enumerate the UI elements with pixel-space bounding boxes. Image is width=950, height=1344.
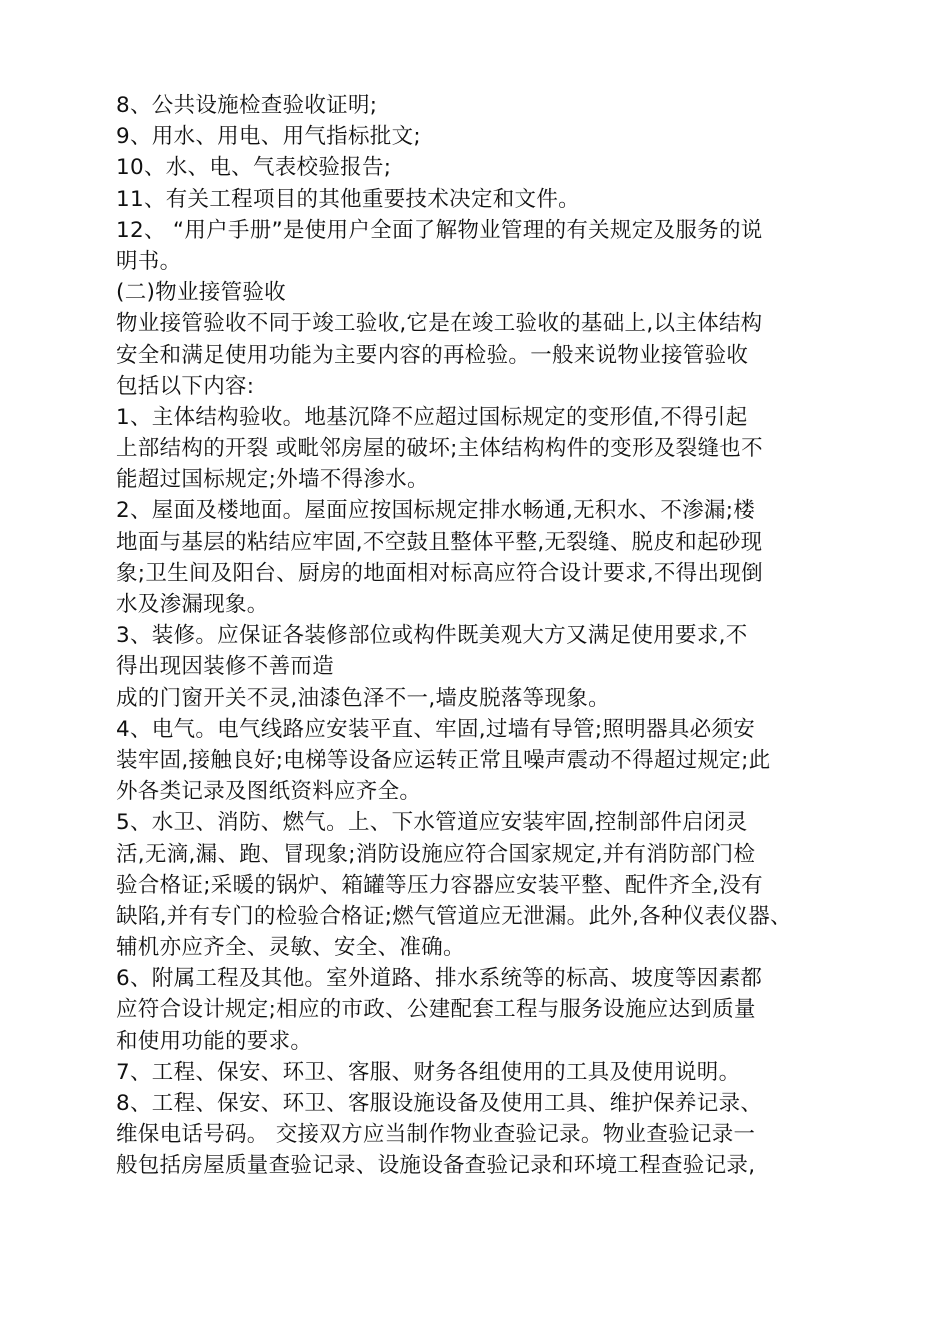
document-body [116, 90, 846, 1182]
text-line: 6、附属工程及其他。室外道路、排水系统等的标高、坡度等因素都 [116, 966, 763, 992]
text-line: 物业接管验收不同于竣工验收,它是在竣工验收的基础上,以主体结构 [116, 311, 763, 337]
text-line: 应符合设计规定;相应的市政、公建配套工程与服务设施应达到质量 [116, 997, 756, 1023]
text-line: 9、用水、用电、用气指标批文; [116, 124, 421, 150]
text-line: 8、公共设施检查验收证明; [116, 93, 378, 118]
text-line: 包括以下内容: [116, 373, 255, 399]
text-line: 7、工程、保安、环卫、客服、财务各组使用的工具及使用说明。 [116, 1059, 741, 1085]
text-line: 活,无滴,漏、跑、冒现象;消防设施应符合国家规定,并有消防部门检 [116, 841, 756, 867]
text-line: 明书。 [116, 248, 182, 274]
text-line: 辅机亦应齐全、灵敏、安全、准确。 [116, 935, 465, 961]
text-line: 能超过国标规定;外墙不得渗水。 [116, 467, 429, 493]
text-line: 水及渗漏现象。 [116, 592, 269, 617]
text-line: 地面与基层的粘结应牢固,不空鼓且整体平整,无裂缝、脱皮和起砂现 [116, 529, 763, 555]
text-line: 4、电气。电气线路应安装平直、牢固,过墙有导管;照明器具必须安 [116, 716, 756, 742]
text-line: 缺陷,并有专门的检验合格证;燃气管道应无泄漏。此外,各种仪表仪器、 [116, 903, 792, 929]
text-line: 2、屋面及楼地面。屋面应按国标规定排水畅通,无积水、不渗漏;楼 [116, 498, 756, 524]
text-line: 装牢固,接触良好;电梯等设备应运转正常且噪声震动不得超过规定;此 [116, 747, 771, 773]
text-line: 11、有关工程项目的其他重要技术决定和文件。 [116, 186, 580, 212]
text-line: 10、水、电、气表校验报告; [116, 155, 392, 181]
text-line: 12、 “用户手册”是使用户全面了解物业管理的有关规定及服务的说 [116, 217, 763, 243]
section-heading: (二)物业接管验收 [116, 280, 286, 306]
text-line: 般包括房屋质量查验记录、设施设备查验记录和环境工程查验记录, [116, 1153, 756, 1179]
text-line: 象;卫生间及阳台、厨房的地面相对标高应符合设计要求,不得出现倒 [116, 560, 763, 586]
text-line: 得出现因装修不善而造 [116, 654, 335, 680]
text-line: 验合格证;采暖的锅炉、箱罐等压力容器应安装平整、配件齐全,没有 [116, 872, 763, 898]
text-line: 3、装修。应保证各装修部位或构件既美观大方又满足使用要求,不 [116, 623, 748, 649]
text-line: 8、工程、保安、环卫、客服设施设备及使用工具、维护保养记录、 [116, 1091, 763, 1116]
text-line: 外各类记录及图纸资料应齐全。 [116, 779, 422, 805]
text-line: 和使用功能的要求。 [116, 1028, 313, 1054]
text-line: 维保电话号码。 交接双方应当制作物业查验记录。物业查验记录一 [116, 1122, 756, 1148]
text-line: 成的门窗开关不灵,油漆色泽不一,墙皮脱落等现象。 [116, 685, 610, 711]
text-line: 安全和满足使用功能为主要内容的再检验。一般来说物业接管验收 [116, 342, 749, 368]
text-line: 1、主体结构验收。地基沉降不应超过国标规定的变形值,不得引起 [116, 404, 748, 430]
text-line: 上部结构的开裂 或毗邻房屋的破坏;主体结构构件的变形及裂缝也不 [116, 436, 763, 462]
text-line: 5、水卫、消防、燃气。上、下水管道应安装牢固,控制部件启闭灵 [116, 810, 748, 836]
